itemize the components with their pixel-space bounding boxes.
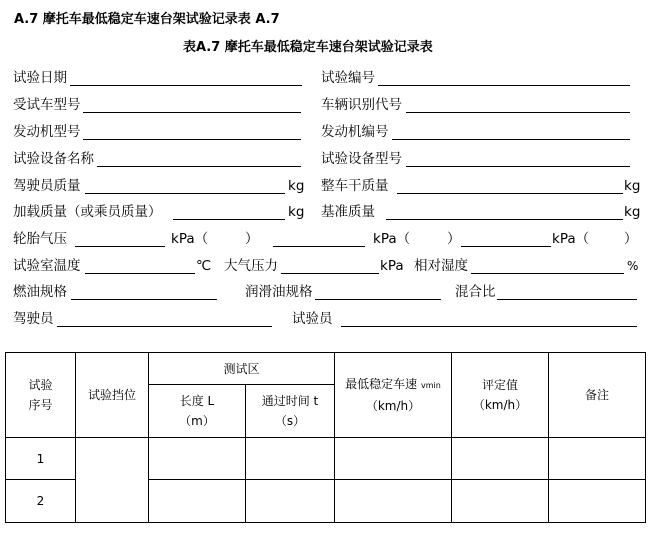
engine-model-label: 发动机型号: [13, 124, 81, 140]
load-mass-label: 加载质量（或乘员质量）: [13, 204, 162, 220]
fuel-field[interactable]: [71, 299, 217, 300]
oil-field[interactable]: [315, 299, 441, 300]
test-no-field[interactable]: [378, 85, 630, 86]
min-speed-cell[interactable]: [335, 480, 452, 523]
kpa-unit: kPa（: [171, 231, 209, 247]
test-date-field[interactable]: [70, 85, 302, 86]
header-length-line2: （m）: [179, 414, 215, 428]
gear-cell[interactable]: [76, 438, 149, 523]
tester-field[interactable]: [341, 326, 637, 327]
header-min-speed-label: 最低稳定车速: [345, 377, 418, 391]
room-temp-label: 试验室温度: [13, 258, 81, 274]
kpa-unit: kPa（: [552, 231, 590, 247]
header-time-line1: 通过时间 t: [261, 394, 319, 408]
length-cell[interactable]: [149, 480, 246, 523]
header-time: [246, 385, 335, 438]
header-rating-line1: 评定值: [482, 378, 519, 392]
test-no-label: 试验编号: [321, 70, 375, 86]
length-cell[interactable]: [149, 438, 246, 480]
header-test-zone: 测试区: [149, 353, 335, 385]
tire-pressure-label: 轮胎气压: [13, 231, 67, 247]
form-row: [13, 230, 638, 250]
speed-subscript: min: [425, 381, 441, 390]
close-paren: ）: [245, 231, 259, 247]
rider-mass-field[interactable]: [85, 193, 285, 194]
time-cell[interactable]: [246, 438, 335, 480]
kg-unit: kg: [288, 204, 305, 220]
rider-mass-label: 驾驶员质量: [13, 178, 81, 194]
tire-pressure-field-1[interactable]: [75, 246, 165, 247]
kpa-unit: kPa（: [373, 231, 411, 247]
humidity-field[interactable]: [471, 273, 624, 274]
curb-mass-label: 整车干质量: [321, 178, 389, 194]
table-title: 表A.7 摩托车最低稳定车速台架试验记录表: [183, 40, 433, 55]
ref-mass-field[interactable]: [386, 219, 623, 220]
header-rating: [452, 353, 549, 438]
table-row: [6, 438, 646, 480]
close-paren: ）: [447, 231, 461, 247]
notes-cell[interactable]: [549, 480, 646, 523]
header-time-line2: （s）: [274, 414, 306, 428]
tire-pressure-field-2[interactable]: [273, 246, 365, 247]
header-test-no-line2: 序号: [28, 398, 53, 412]
rating-cell[interactable]: [452, 438, 549, 480]
fuel-label: 燃油规格: [13, 284, 67, 300]
kg-unit: kg: [624, 178, 641, 194]
form-row: [13, 310, 635, 330]
mix-ratio-label: 混合比: [455, 284, 496, 300]
oil-label: 润滑油规格: [245, 284, 313, 300]
header-notes: 备注: [549, 353, 646, 438]
air-pressure-field[interactable]: [281, 273, 379, 274]
tire-pressure-field-3[interactable]: [461, 246, 551, 247]
time-cell[interactable]: [246, 480, 335, 523]
vin-field[interactable]: [406, 112, 630, 113]
notes-cell[interactable]: [549, 438, 646, 480]
humidity-label: 相对湿度: [414, 258, 468, 274]
record-table: [5, 352, 646, 523]
engine-no-label: 发动机编号: [321, 124, 389, 140]
close-paren: ）: [624, 231, 638, 247]
form-row: [13, 177, 641, 197]
air-pressure-label: 大气压力: [224, 258, 278, 274]
form-row: [13, 96, 635, 116]
form-row: [13, 283, 635, 303]
kg-unit: kg: [288, 178, 305, 194]
mix-ratio-field[interactable]: [497, 299, 637, 300]
kpa-unit: kPa: [380, 258, 404, 274]
header-length-line1: 长度 L: [179, 394, 215, 408]
header-min-speed-line1: [335, 374, 451, 396]
rider-field[interactable]: [57, 326, 272, 327]
section-heading: A.7 摩托车最低稳定车速台架试验记录表 A.7: [14, 12, 280, 27]
row-number: 2: [6, 480, 76, 523]
kg-unit: kg: [624, 204, 641, 220]
ref-mass-label: 基准质量: [321, 204, 375, 220]
equip-model-field[interactable]: [406, 166, 630, 167]
table-header-row: [6, 353, 646, 385]
rider-label: 驾驶员: [13, 311, 54, 327]
header-test-no-line1: 试验: [28, 378, 53, 392]
min-speed-cell[interactable]: [335, 438, 452, 480]
form-row: [13, 69, 635, 89]
equip-name-label: 试验设备名称: [13, 151, 94, 167]
equip-model-label: 试验设备型号: [321, 151, 402, 167]
header-test-no: [6, 353, 76, 438]
row-number: 1: [6, 438, 76, 480]
engine-no-field[interactable]: [392, 139, 630, 140]
room-temp-field[interactable]: [85, 273, 195, 274]
engine-model-field[interactable]: [83, 139, 301, 140]
vin-label: 车辆识别代号: [321, 97, 402, 113]
celsius-unit: ℃: [196, 258, 212, 274]
equip-name-field[interactable]: [97, 166, 301, 167]
load-mass-field[interactable]: [173, 219, 285, 220]
form-row: [13, 150, 635, 170]
vehicle-model-field[interactable]: [83, 112, 301, 113]
rating-cell[interactable]: [452, 480, 549, 523]
tester-label: 试验员: [292, 311, 333, 327]
header-gear: 试验挡位: [76, 353, 149, 438]
form-row: [13, 203, 641, 223]
curb-mass-field[interactable]: [397, 193, 623, 194]
percent-unit: %: [627, 259, 639, 273]
form-row: [13, 257, 639, 277]
header-min-speed: [335, 353, 452, 438]
header-length: [149, 385, 246, 438]
header-rating-line2: （km/h）: [472, 398, 528, 412]
form-row: [13, 123, 635, 143]
vehicle-model-label: 受试车型号: [13, 97, 81, 113]
header-min-speed-line2: （km/h）: [365, 399, 421, 413]
speed-symbol: v: [421, 381, 426, 390]
test-date-label: 试验日期: [13, 70, 67, 86]
